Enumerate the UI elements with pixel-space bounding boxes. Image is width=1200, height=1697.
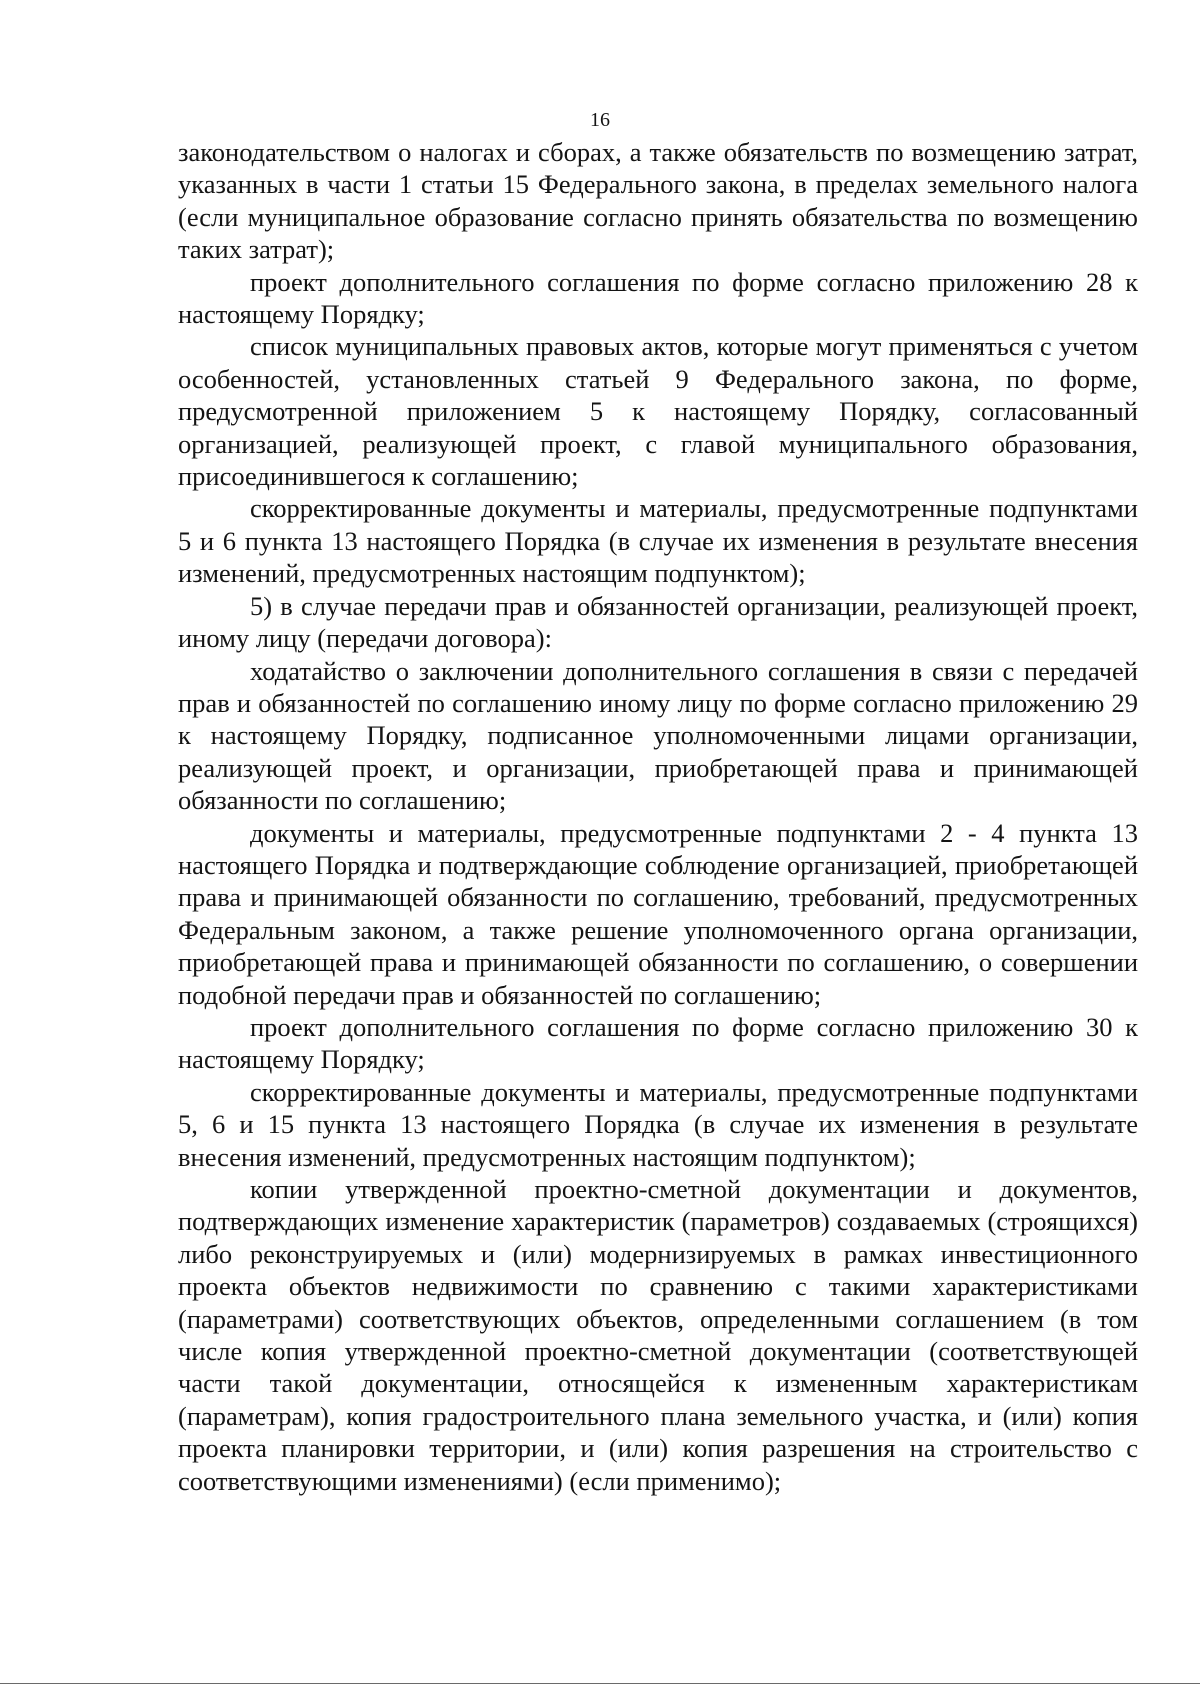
paragraph: копии утвержденной проектно-сметной документации и документов, подтверждающих изменение характеристик (параметров) создаваемых (строящихся) либо реконструируемых и (или) модернизируемых в рамках инвестиционного проекта объектов недвижимости по сравнению с такими характеристиками (параметрами) соответствующих объектов, определенными соглашением (в том числе копия утвержденной проектно-сметной документации (соответствующей части такой документации, относящейся к измененным характеристикам (параметрам), копия градостроительного плана земельного участка, и (или) копия проекта планировки территории, и (или) копия разрешения на строительство с соответствующими изменениями) (если применимо); — [178, 1174, 1138, 1496]
paragraph: список муниципальных правовых актов, которые могут применяться с учетом особенностей, установленных статьей 9 Федерального закона, по форме, предусмотренной приложением 5 к настоящему Порядку, согласованный организацией, реализующей проект, с главой муниципального образования, присоединившегося к соглашению; — [178, 331, 1138, 492]
paragraph: проект дополнительного соглашения по форме согласно приложению 28 к настоящему Порядку; — [178, 266, 1138, 330]
paragraph: ходатайство о заключении дополнительного соглашения в связи с передачей прав и обязанностей по соглашению иному лицу по форме согласно приложению 29 к настоящему Порядку, подписанное уполномоченными лицами организации, реализующей проект, и организации, приобретающей права и принимающей обязанности по соглашению; — [178, 655, 1138, 816]
paragraph: документы и материалы, предусмотренные подпунктами 2 - 4 пункта 13 настоящего Порядка и подтверждающие соблюдение организацией, приобретающей права и принимающей обязанности по соглашению, требований, предусмотренных Федеральным законом, а также решение уполномоченного органа организации, приобретающей права и принимающей обязанности по соглашению, о совершении подобной передачи прав и обязанностей по соглашению; — [178, 817, 1138, 1010]
paragraph: скорректированные документы и материалы, предусмотренные подпунктами 5 и 6 пункта 13 настоящего Порядка (в случае их изменения в результате внесения изменений, предусмотренных настоящим подпунктом); — [178, 493, 1138, 589]
paragraph-continuation: законодательством о налогах и сборах, а также обязательств по возмещению затрат, указанных в части 1 статьи 15 Федерального закона, в пределах земельного налога (если муниципальное образование согласно принять обязательства по возмещению таких затрат); — [178, 137, 1138, 265]
paragraph: проект дополнительного соглашения по форме согласно приложению 30 к настоящему Порядку; — [178, 1011, 1138, 1075]
paragraph: 5) в случае передачи прав и обязанностей организации, реализующей проект, иному лицу (передачи договора): — [178, 590, 1138, 654]
paragraph: скорректированные документы и материалы, предусмотренные подпунктами 5, 6 и 15 пункта 13 настоящего Порядка (в случае их изменения в результате внесения изменений, предусмотренных настоящим подпунктом); — [178, 1076, 1138, 1172]
scan-edge-line — [0, 1683, 1200, 1684]
page-number: 16 — [590, 109, 610, 131]
document-body — [178, 136, 1138, 1497]
